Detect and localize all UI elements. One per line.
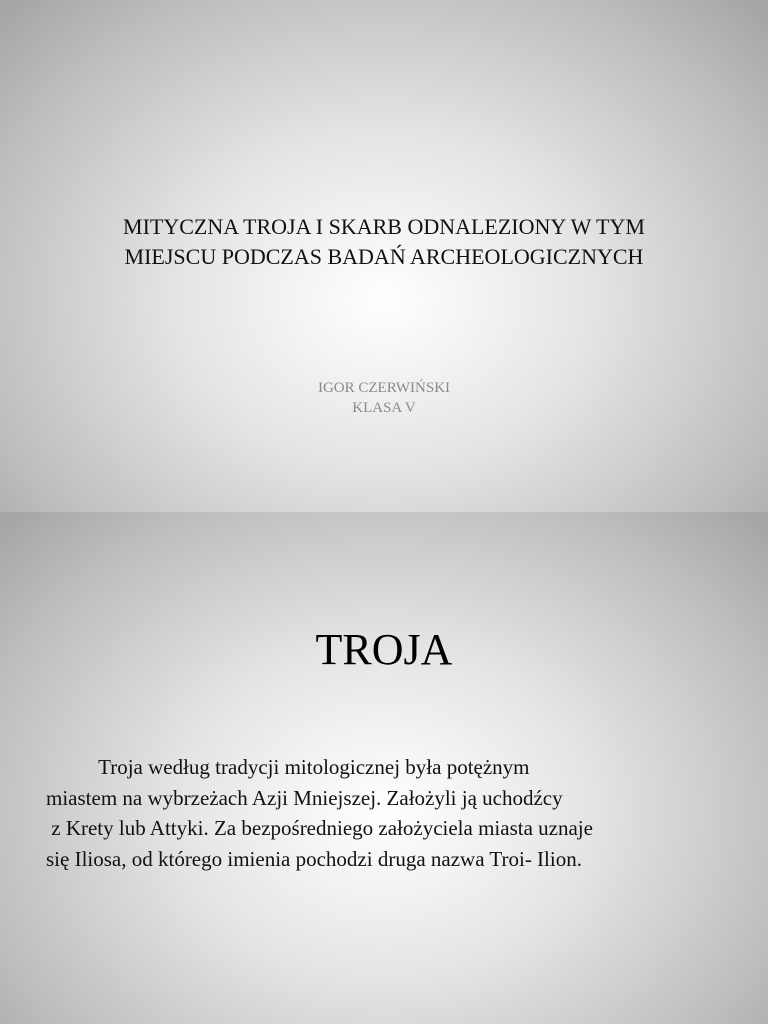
class-label: KLASA V bbox=[352, 400, 416, 416]
body-line: miastem na wybrzeżach Azji Mniejszej. Założyli ją uchodźcy bbox=[46, 785, 563, 810]
body-line: się Iliosa, od którego imienia pochodzi druga nazwa Troi- Ilion. bbox=[46, 846, 582, 871]
title-line-1: MITYCZNA TROJA I SKARB ODNALEZIONY W TYM bbox=[123, 214, 645, 239]
body-line: Troja według tradycji mitologicznej była potężnym bbox=[46, 755, 530, 779]
title-line-2: MIEJSCU PODCZAS BADAŃ ARCHEOLOGICZNYCH bbox=[124, 244, 644, 269]
content-slide bbox=[0, 512, 768, 1024]
presentation-title bbox=[40, 212, 728, 272]
slide-body-text bbox=[46, 752, 726, 874]
author-block bbox=[184, 378, 584, 418]
author-name: IGOR CZERWIŃSKI bbox=[317, 380, 451, 396]
slide-heading: TROJA bbox=[315, 625, 453, 674]
body-line: z Krety lub Attyki. Za bezpośredniego założyciela miasta uznaje bbox=[46, 816, 593, 840]
